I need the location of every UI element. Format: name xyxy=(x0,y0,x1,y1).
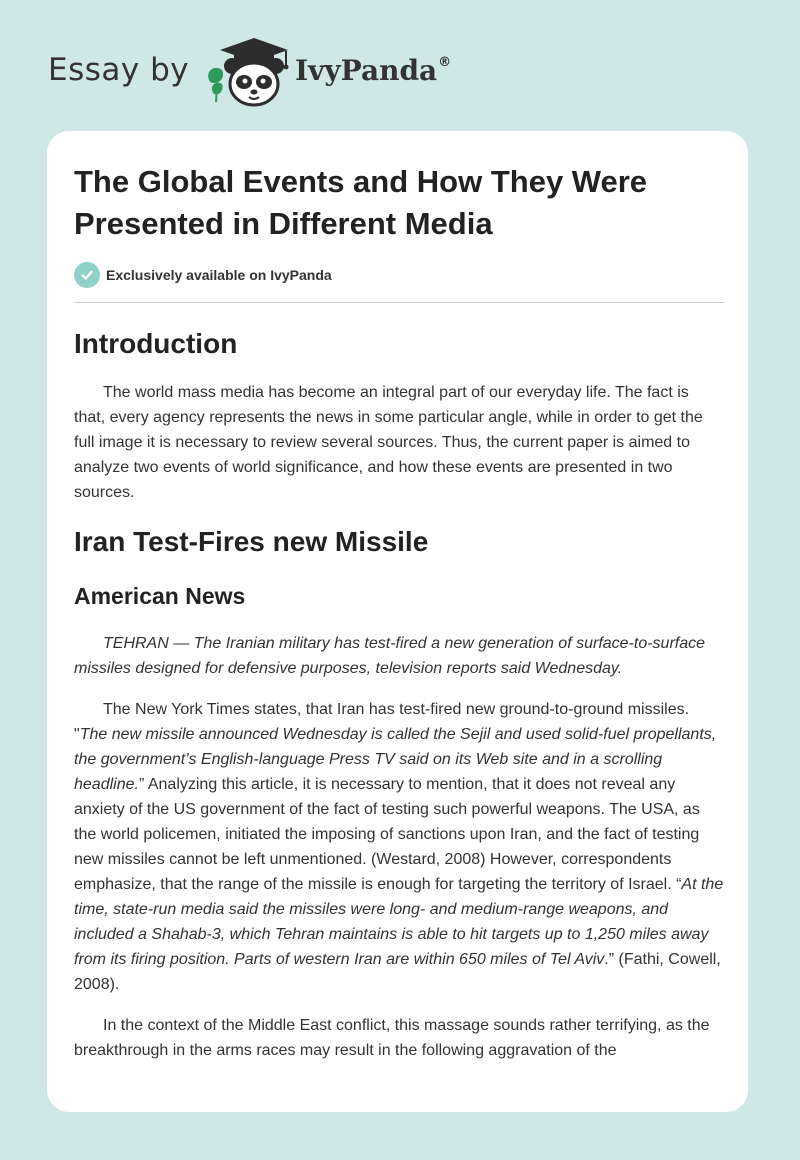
essay-card xyxy=(47,131,748,1112)
check-icon xyxy=(74,262,100,288)
page-title: The Global Events and How They Were Presented in Different Media xyxy=(74,164,648,241)
essay-by-label: Essay by xyxy=(48,52,190,88)
essay-content xyxy=(74,161,724,1063)
quote-paragraph: TEHRAN — The Iranian military has test-fired a new generation of surface-to-surface missiles designed for defensive purposes, television reports said Wednesday. xyxy=(74,635,706,677)
divider xyxy=(74,302,724,303)
subsection-heading: American News xyxy=(74,583,246,609)
section-heading: Iran Test-Fires new Missile xyxy=(74,526,429,557)
introduction-heading: Introduction xyxy=(74,328,238,359)
panda-logo-icon[interactable] xyxy=(200,36,292,108)
body-paragraph: The New York Times states, that Iran has test-fired new ground-to-ground missiles. "The new missile announced Wednesday is called the Sejil and used solid-fuel propellants, the government’s English-language Press TV said on its Web site and in a scrolling headline.” Analyzing this article, it is necessary to mention, that it does not reveal any anxiety of the US government of the fact of testing such powerful weapons. The USA, as the world policemen, initiated the imposing of sanctions upon Iran, and the fact of testing new missiles cannot be left unmentioned. (Westard, 2008) However, correspondents emphasize, that the range of the missile is enough for targeting the territory of Israel. “At the time, state-run media said the missiles were long- and medium-range weapons, and included a Shahab-3, which Tehran maintains is able to hit targets up to 1,250 miles away from its firing position. Parts of western Iran are within 650 miles of Tel Aviv.” (Fathi, Cowell, 2008). xyxy=(74,701,724,993)
exclusive-label: Exclusively available on IvyPanda xyxy=(106,267,332,283)
brand-name[interactable]: IvyPanda® xyxy=(295,54,452,87)
site-header xyxy=(48,36,548,108)
context-paragraph: In the context of the Middle East conflict, this massage sounds rather terrifying, as the breakthrough in the arms races may result in the following aggravation of the xyxy=(74,1017,710,1059)
exclusive-badge xyxy=(74,261,724,289)
introduction-paragraph: The world mass media has become an integral part of our everyday life. The fact is that, every agency represents the news in some particular angle, while in order to get the full image it is necessary to review several sources. Thus, the current paper is aimed to analyze two events of world significance, and how these events are presented in two sources. xyxy=(74,384,703,501)
